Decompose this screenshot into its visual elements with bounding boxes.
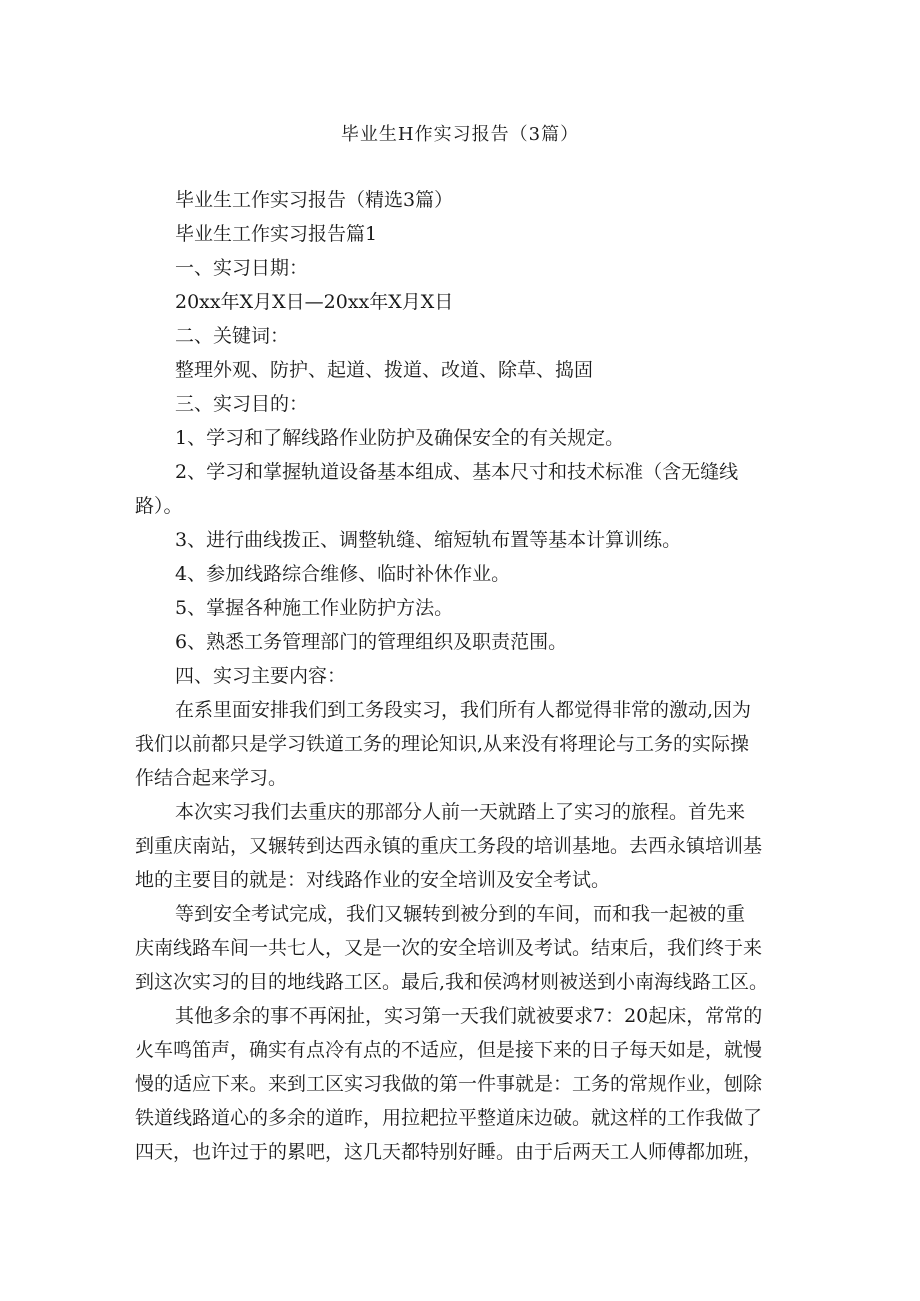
- paragraph-line: 等到安全考试完成，我们又辗转到被分到的车间，而和我一起被的重: [175, 903, 746, 925]
- date-range: 20xx年X月X日—20xx年X月X日: [175, 291, 454, 313]
- paragraph-line: 本次实习我们去重庆的那部分人前一天就踏上了实习的旅程。首先来: [175, 801, 746, 823]
- purpose-item-5: 5、掌握各种施工作业防护方法。: [175, 597, 454, 619]
- purpose-item-2: [135, 455, 785, 523]
- paragraph-line: 到重庆南站，又辗转到达西永镇的重庆工务段的培训基地。去西永镇培训基: [135, 835, 763, 857]
- document-body: [135, 183, 785, 1169]
- subtitle: 毕业生工作实习报告（精选3篇）: [175, 189, 454, 211]
- paragraph-line: 四天，也许过于的累吧，这几天都特别好睡。由于后两天工人师傅都加班，: [135, 1141, 763, 1163]
- paragraph-line: 庆南线路车间一共七人，又是一次的安全培训及考试。结束后，我们终于来: [135, 937, 763, 959]
- paragraph-line: 我们以前都只是学习铁道工务的理论知识,从来没有将理论与工务的实际操: [135, 733, 750, 755]
- paragraph-1: [135, 693, 785, 795]
- purpose-item-1: 1、学习和了解线路作业防护及确保安全的有关规定。: [175, 427, 625, 449]
- paragraph-line: 到这次实习的目的地线路工区。最后,我和侯鸿材则被送到小南海线路工区。: [135, 971, 769, 993]
- heading-main-content: 四、实习主要内容：: [175, 665, 347, 687]
- heading-date: 一、实习日期：: [175, 257, 309, 279]
- heading-keywords: 二、关键词：: [175, 325, 290, 347]
- paragraph-line: 其他多余的事不再闲扯，实习第一天我们就被要求7：20起床，常常的: [175, 1005, 763, 1027]
- purpose-item-4: 4、参加线路综合维修、临时补休作业。: [175, 563, 511, 585]
- keywords-text: 整理外观、防护、起道、拨道、改道、除草、捣固: [175, 359, 594, 381]
- purpose-item-6: 6、熟悉工务管理部门的管理组织及职责范围。: [175, 631, 568, 653]
- purpose-item-3: 3、进行曲线拨正、调整轨缝、缩短轨布置等基本计算训练。: [175, 529, 682, 551]
- paragraph-line: 慢的适应下来。来到工区实习我做的第一件事就是：工务的常规作业，刨除: [135, 1073, 763, 1095]
- paragraph-line: 地的主要目的就是：对线路作业的安全培训及安全考试。: [135, 869, 611, 891]
- purpose-item-2-line-2: 路）。: [135, 495, 183, 517]
- paragraph-3: [135, 897, 785, 999]
- paragraph-2: [135, 795, 785, 897]
- document-title: 毕业生H作实习报告（3篇）: [340, 124, 580, 145]
- paragraph-4: [135, 999, 785, 1169]
- paragraph-line: 火车鸣笛声，确实有点冷有点的不适应，但是接下来的日子每天如是，就慢: [135, 1039, 763, 1061]
- paragraph-line: 铁道线路道心的多余的道昨，用拉耙拉平整道床边破。就这样的工作我做了: [135, 1107, 763, 1129]
- purpose-item-2-line-1: 2、学习和掌握轨道设备基本组成、基本尺寸和技术标准（含无缝线: [175, 461, 739, 483]
- heading-purpose: 三、实习目的：: [175, 393, 309, 415]
- paragraph-line: 在系里面安排我们到工务段实习，我们所有人都觉得非常的激动,因为: [175, 699, 752, 721]
- section-heading: 毕业生工作实习报告篇1: [175, 223, 378, 245]
- paragraph-line: 作结合起来学习。: [135, 767, 288, 789]
